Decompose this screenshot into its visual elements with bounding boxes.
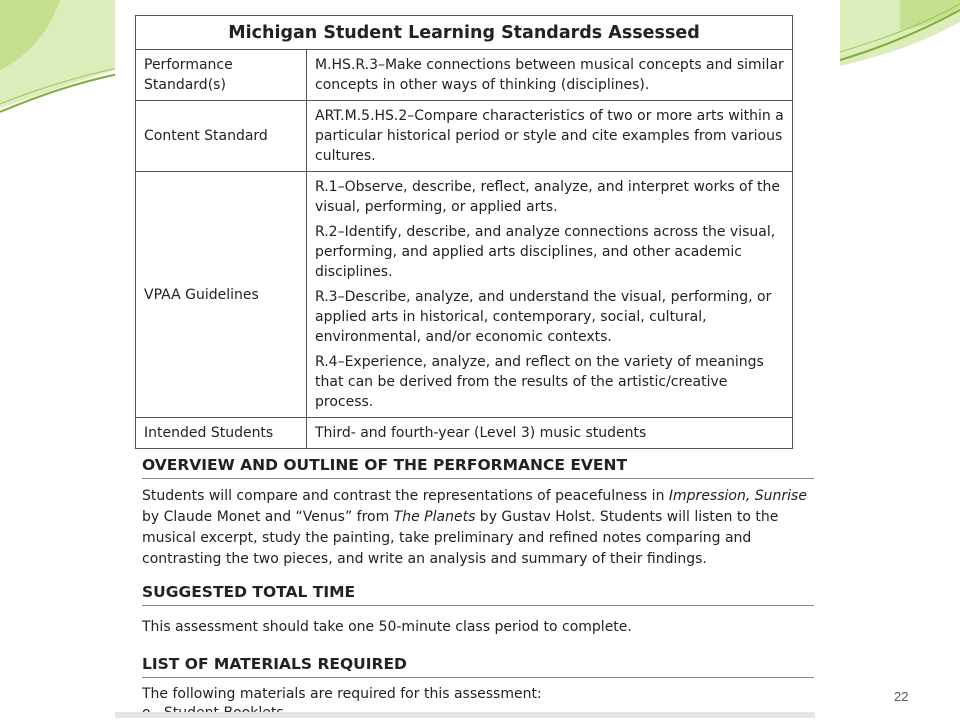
row-content xyxy=(307,50,793,101)
row-label: Performance Standard(s) xyxy=(136,50,307,101)
guideline-text: R.3–Describe, analyze, and understand the visual, performing, or applied arts in historical, contemporary, social, cultural, environmental, and/or economic contexts. xyxy=(315,289,772,345)
guideline-text: R.2–Identify, describe, and analyze connections across the visual, performing, and applied arts disciplines, and other academic disciplines. xyxy=(315,224,776,280)
row-label: Content Standard xyxy=(136,101,307,172)
overview-text-part: Students will compare and contrast the representations of peacefulness in xyxy=(142,488,669,504)
row-label: Intended Students xyxy=(136,418,307,449)
standards-table xyxy=(135,15,793,449)
standard-text: M.HS.R.3–Make connections between musical concepts and similar concepts in other ways of thinking (disciplines). xyxy=(315,57,784,93)
row-label: VPAA Guidelines xyxy=(136,172,307,418)
guideline-text: R.4–Experience, analyze, and reflect on the variety of meanings that can be derived from the results of the artistic/creative process. xyxy=(315,354,764,410)
overview-text-part: by Claude Monet and “Venus” from xyxy=(142,509,394,525)
green-swoosh-right xyxy=(840,0,960,70)
table-title: Michigan Student Learning Standards Assessed xyxy=(136,16,793,50)
time-heading: SUGGESTED TOTAL TIME xyxy=(142,583,814,606)
row-content xyxy=(307,101,793,172)
materials-text: The following materials are required for this assessment: xyxy=(142,686,542,702)
painting-title: Impression, Sunrise xyxy=(668,488,807,504)
green-swoosh-left xyxy=(0,0,120,120)
materials-heading: LIST OF MATERIALS REQUIRED xyxy=(142,655,814,678)
overview-text xyxy=(142,486,814,570)
document-page xyxy=(115,0,815,720)
students-text: Third- and fourth-year (Level 3) music students xyxy=(315,425,647,441)
table-row xyxy=(136,50,793,101)
standard-text: ART.M.5.HS.2–Compare characteristics of two or more arts within a particular historical period or style and cite examples from various cultures. xyxy=(315,108,784,164)
row-content xyxy=(307,172,793,418)
page-number: 22 xyxy=(894,689,909,704)
time-text: This assessment should take one 50-minute class period to complete. xyxy=(142,619,632,635)
table-row xyxy=(136,418,793,449)
table-row xyxy=(136,172,793,418)
overview-text-part: by Gustav Holst. Students will listen to the musical excerpt, study the painting, take preliminary and refined notes comparing and contrasting the two pieces, and write an analysis and summary of their findings. xyxy=(142,509,779,567)
bottom-rule xyxy=(115,712,815,718)
row-content xyxy=(307,418,793,449)
overview-heading: OVERVIEW AND OUTLINE OF THE PERFORMANCE EVENT xyxy=(142,456,814,479)
suite-title: The Planets xyxy=(393,509,476,525)
guideline-text: R.1–Observe, describe, reflect, analyze, and interpret works of the visual, performing, or applied arts. xyxy=(315,179,780,215)
table-row xyxy=(136,101,793,172)
